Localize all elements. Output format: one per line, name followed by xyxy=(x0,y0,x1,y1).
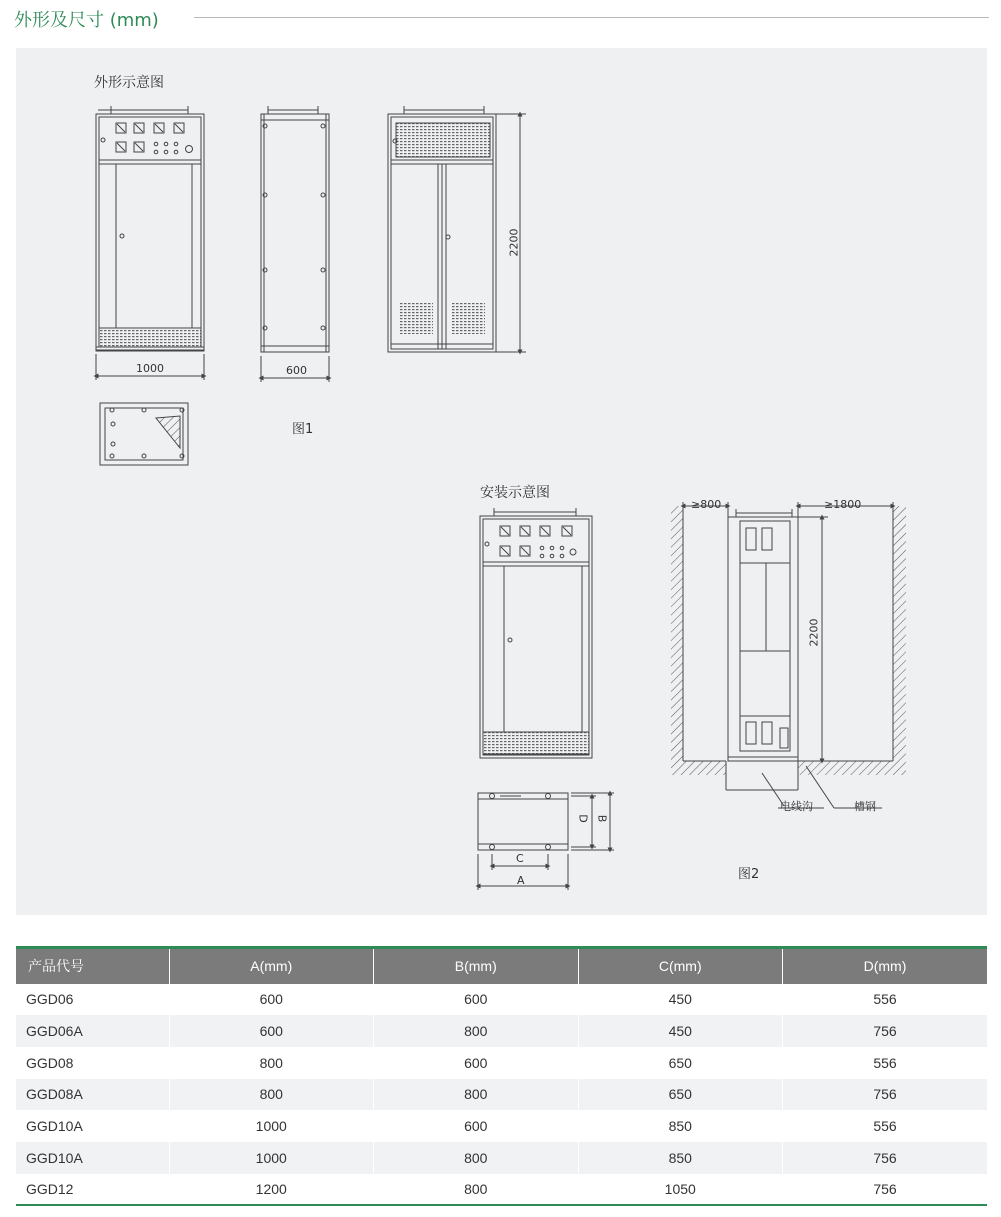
cell-b: 600 xyxy=(374,984,579,1016)
cell-a: 1000 xyxy=(169,1110,374,1142)
cell-c: 850 xyxy=(578,1110,783,1142)
section-header xyxy=(14,4,989,32)
header-c: C(mm) xyxy=(578,948,783,984)
base-plan-left xyxy=(100,403,188,465)
base-label-b: B xyxy=(595,814,609,823)
rear-view-cabinet xyxy=(388,106,496,352)
table-row xyxy=(16,984,987,1016)
header-d: D(mm) xyxy=(783,948,988,984)
cell-model: GGD06 xyxy=(26,991,74,1008)
header-model: 产品代号 xyxy=(28,959,84,976)
cell-d: 556 xyxy=(783,984,988,1016)
dim-label-width: 1000 xyxy=(136,362,164,375)
channel-steel-label: 槽钢 xyxy=(854,800,876,813)
figure-1-caption: 图1 xyxy=(292,422,314,437)
cell-a: 1200 xyxy=(169,1174,374,1206)
cell-c: 850 xyxy=(578,1142,783,1174)
cable-trench-label: 电线沟 xyxy=(780,800,813,813)
cell-b: 800 xyxy=(374,1142,579,1174)
base-label-c: C xyxy=(516,852,524,865)
spec-table xyxy=(16,946,987,1206)
install-section xyxy=(671,502,906,808)
cell-a: 600 xyxy=(169,1015,374,1047)
outline-diagram-title: 外形示意图 xyxy=(94,75,164,91)
cell-c: 1050 xyxy=(578,1174,783,1206)
table-row xyxy=(16,1110,987,1142)
cell-a: 800 xyxy=(169,1047,374,1079)
spec-table-container xyxy=(16,946,987,1206)
dim-label-height: 2200 xyxy=(507,228,521,257)
section-title: 外形及尺寸 (mm) xyxy=(14,10,159,31)
base-plan-abcd xyxy=(478,793,614,890)
header-b: B(mm) xyxy=(374,948,579,984)
cell-d: 756 xyxy=(783,1015,988,1047)
cell-c: 450 xyxy=(578,1015,783,1047)
header-a: A(mm) xyxy=(169,948,374,984)
cell-b: 800 xyxy=(374,1174,579,1206)
cell-c: 650 xyxy=(578,1047,783,1079)
table-row xyxy=(16,1142,987,1174)
cell-model: GGD08 xyxy=(26,1054,74,1071)
cell-c: 450 xyxy=(578,984,783,1016)
base-label-d: D xyxy=(576,814,590,823)
front-view-cabinet xyxy=(96,106,204,351)
table-row xyxy=(16,1015,987,1047)
table-header-row xyxy=(16,948,987,984)
cell-d: 756 xyxy=(783,1079,988,1111)
cell-model: GGD06A xyxy=(26,1023,83,1040)
cell-b: 600 xyxy=(374,1047,579,1079)
cell-c: 650 xyxy=(578,1079,783,1111)
table-row xyxy=(16,1047,987,1079)
cell-d: 556 xyxy=(783,1110,988,1142)
install-front-cabinet xyxy=(480,508,592,758)
drawing-panel xyxy=(16,48,987,915)
cell-a: 600 xyxy=(169,984,374,1016)
base-label-a: A xyxy=(517,874,525,887)
cell-model: GGD12 xyxy=(26,1180,74,1197)
install-height-label: 2200 xyxy=(807,618,821,647)
install-diagram-title: 安装示意图 xyxy=(480,485,550,501)
table-row xyxy=(16,1174,987,1206)
cell-a: 800 xyxy=(169,1079,374,1111)
cell-d: 756 xyxy=(783,1174,988,1206)
dim-label-depth: 600 xyxy=(286,364,307,377)
cell-model: GGD08A xyxy=(26,1086,83,1103)
header-rule xyxy=(194,17,989,18)
table-row xyxy=(16,1079,987,1111)
cell-b: 800 xyxy=(374,1015,579,1047)
side-view-cabinet xyxy=(261,106,329,352)
cell-d: 556 xyxy=(783,1047,988,1079)
cell-a: 1000 xyxy=(169,1142,374,1174)
cell-d: 756 xyxy=(783,1142,988,1174)
cell-b: 800 xyxy=(374,1079,579,1111)
cell-model: GGD10A xyxy=(26,1118,83,1135)
figure-2-caption: 图2 xyxy=(738,867,760,882)
cell-model: GGD10A xyxy=(26,1149,83,1166)
rear-clearance-label: ≥1800 xyxy=(824,498,862,511)
cell-b: 600 xyxy=(374,1110,579,1142)
front-clearance-label: ≥800 xyxy=(691,498,722,511)
